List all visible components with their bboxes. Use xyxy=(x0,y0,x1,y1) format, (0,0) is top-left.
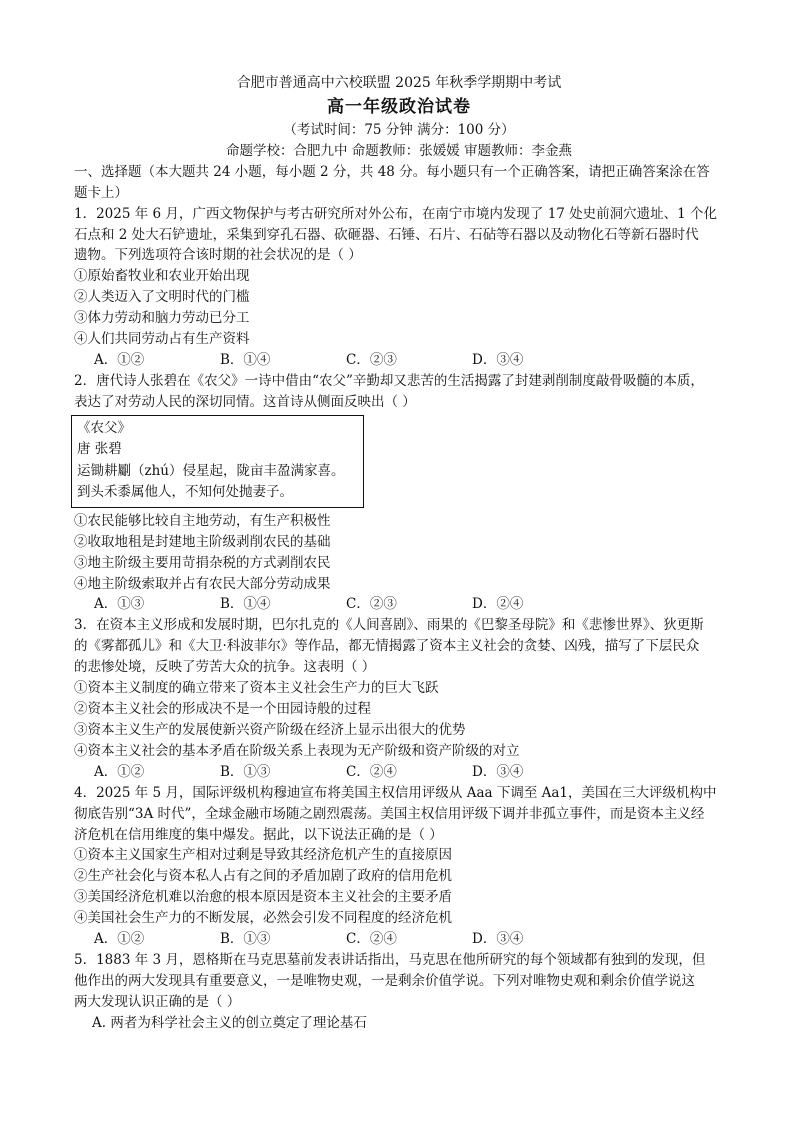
question-1 xyxy=(74,204,724,371)
statement-item: ②人类迈入了文明时代的门槛 xyxy=(74,289,250,306)
poem-author: 唐 张碧 xyxy=(77,441,122,458)
option-d[interactable]: D．③④ xyxy=(472,763,524,780)
answer-options xyxy=(74,762,724,783)
option-d[interactable]: D．③④ xyxy=(472,351,524,368)
question-stem: 1．2025 年 6 月，广西文物保护与考古研究所对外公布，在南宁市境内发现了 17 处史前洞穴遗址、1 个化 xyxy=(74,205,718,222)
poem-line: 运锄耕劚（zhú）侵星起，陇亩丰盈满家喜。 xyxy=(77,462,345,479)
option-b[interactable]: B．①③ xyxy=(220,931,271,948)
question-stem: 4．2025 年 5 月，国际评级机构穆迪宣布将美国主权信用评级从 Aaa 下调至 Aa1，美国在三大评级机构中 xyxy=(74,784,717,801)
question-stem: 表达了对劳动人民的深切同情。这首诗从侧面反映出（ ） xyxy=(74,393,416,410)
answer-options xyxy=(74,350,724,371)
exam-setters: 命题学校：合肥九中 命题教师：张媛媛 审题教师：李金燕 xyxy=(225,142,573,159)
option-a[interactable]: A．①② xyxy=(94,931,145,948)
question-stem: 济危机在信用维度的集中爆发。据此，以下说法正确的是（ ） xyxy=(74,826,443,843)
answer-options xyxy=(74,929,724,950)
statement-item: ②资本主义社会的形成决不是一个田园诗般的过程 xyxy=(74,701,371,718)
option-a[interactable]: A. 两者为科学社会主义的创立奠定了理论基石 xyxy=(92,1014,367,1031)
option-c[interactable]: C．②③ xyxy=(346,596,397,613)
statement-item: ④人们共同劳动占有生产资料 xyxy=(74,331,250,348)
exam-time-score: （考试时间：75 分钟 满分：100 分） xyxy=(283,122,515,138)
statement-item: ③美国经济危机难以治愈的根本原因是资本主义社会的主要矛盾 xyxy=(74,889,452,906)
poem-line: 到头禾黍属他人，不知何处抛妻子。 xyxy=(77,484,293,501)
question-4 xyxy=(74,783,724,950)
question-stem: 遗物。下列选项符合该时期的社会状况的是（ ） xyxy=(74,247,362,264)
question-stem: 5．1883 年 3 月，恩格斯在马克思墓前发表讲话指出，马克思在他所研究的每个领域都有独到的发现，但 xyxy=(74,952,706,969)
statement-item: ③体力劳动和脑力劳动已分工 xyxy=(74,310,250,327)
question-stem: 2．唐代诗人张碧在《农父》一诗中借由“农父”辛勤却又悲苦的生活揭露了封建剥削制度敲骨吸髓的本质， xyxy=(74,372,704,389)
exam-page xyxy=(74,70,724,1034)
option-a[interactable]: A．①② xyxy=(94,763,145,780)
statement-item: ②生产社会化与资本私人占有之间的矛盾加剧了政府的信用危机 xyxy=(74,868,452,885)
question-2 xyxy=(74,371,724,615)
statement-item: ④资本主义社会的基本矛盾在阶级关系上表现为无产阶级和资产阶级的对立 xyxy=(74,742,520,759)
option-b[interactable]: B．①④ xyxy=(220,596,271,613)
section-intro-line: 一、选择题（本大题共 24 小题，每小题 2 分，共 48 分。每小题只有一个正确答案，请把正确答案涂在答 xyxy=(74,163,710,180)
question-stem: 3．在资本主义形成和发展时期，巴尔扎克的《人间喜剧》、雨果的《巴黎圣母院》和《悲惨世界》、狄更斯 xyxy=(74,617,704,634)
statement-item: ①资本主义制度的确立带来了资本主义社会生产力的巨大飞跃 xyxy=(74,680,439,697)
statement-item: ①资本主义国家生产相对过剩是导致其经济危机产生的直接原因 xyxy=(74,847,452,864)
statement-item: ②收取地租是封建地主阶级剥削农民的基础 xyxy=(74,533,331,550)
question-stem: 两大发现认识正确的是（ ） xyxy=(74,993,241,1010)
option-d[interactable]: D．②④ xyxy=(472,596,524,613)
poem-title: 《农父》 xyxy=(77,419,131,436)
option-d[interactable]: D．③④ xyxy=(472,931,524,948)
poem-box xyxy=(71,415,364,508)
statement-item: ④美国社会生产力的不断发展，必然会引发不同程度的经济危机 xyxy=(74,910,452,927)
statement-item: ④地主阶级索取并占有农民大部分劳动成果 xyxy=(74,575,331,592)
question-stem: 他作出的两大发现具有重要意义，一是唯物史观，一是剩余价值学说。下列对唯物史观和剩余价值学说这 xyxy=(74,973,695,989)
option-b[interactable]: B．①④ xyxy=(220,351,271,368)
question-3 xyxy=(74,615,724,782)
option-c[interactable]: C．②④ xyxy=(346,763,397,780)
option-b[interactable]: B．①③ xyxy=(220,763,271,780)
option-a[interactable]: A．①② xyxy=(94,351,145,368)
option-c[interactable]: C．②④ xyxy=(346,931,397,948)
statement-item: ③资本主义生产的发展使新兴资产阶级在经济上显示出很大的优势 xyxy=(74,721,466,738)
question-stem: 彻底告别“3A 时代”，全球金融市场随之剧烈震荡。美国主权信用评级下调并非孤立事件，而是资本主义经 xyxy=(74,805,705,822)
exam-title: 高一年级政治试卷 xyxy=(327,97,471,117)
statement-item: ①农民能够比较自主地劳动，有生产积极性 xyxy=(74,512,331,529)
question-stem: 的悲惨处境，反映了劳苦大众的抗争。这表明（ ） xyxy=(74,659,376,676)
exam-header-line: 合肥市普通高中六校联盟 2025 年秋季学期期中考试 xyxy=(236,75,562,91)
question-stem: 石点和 2 处大石铲遗址，采集到穿孔石器、砍砸器、石锤、石片、石砧等石器以及动物化石等新石器时代 xyxy=(74,226,699,243)
answer-options xyxy=(74,594,724,615)
section-intro-line: 题卡上） xyxy=(74,184,128,201)
question-stem: 的《雾都孤儿》和《大卫·科波菲尔》等作品，都无情揭露了资本主义社会的贪婪、凶残，描写了下层民众 xyxy=(74,638,700,655)
statement-item: ③地主阶级主要用苛捐杂税的方式剥削农民 xyxy=(74,554,331,571)
question-5 xyxy=(74,950,724,1034)
option-a[interactable]: A．①③ xyxy=(94,596,145,613)
option-c[interactable]: C．②③ xyxy=(346,351,397,368)
statement-item: ①原始畜牧业和农业开始出现 xyxy=(74,268,250,285)
